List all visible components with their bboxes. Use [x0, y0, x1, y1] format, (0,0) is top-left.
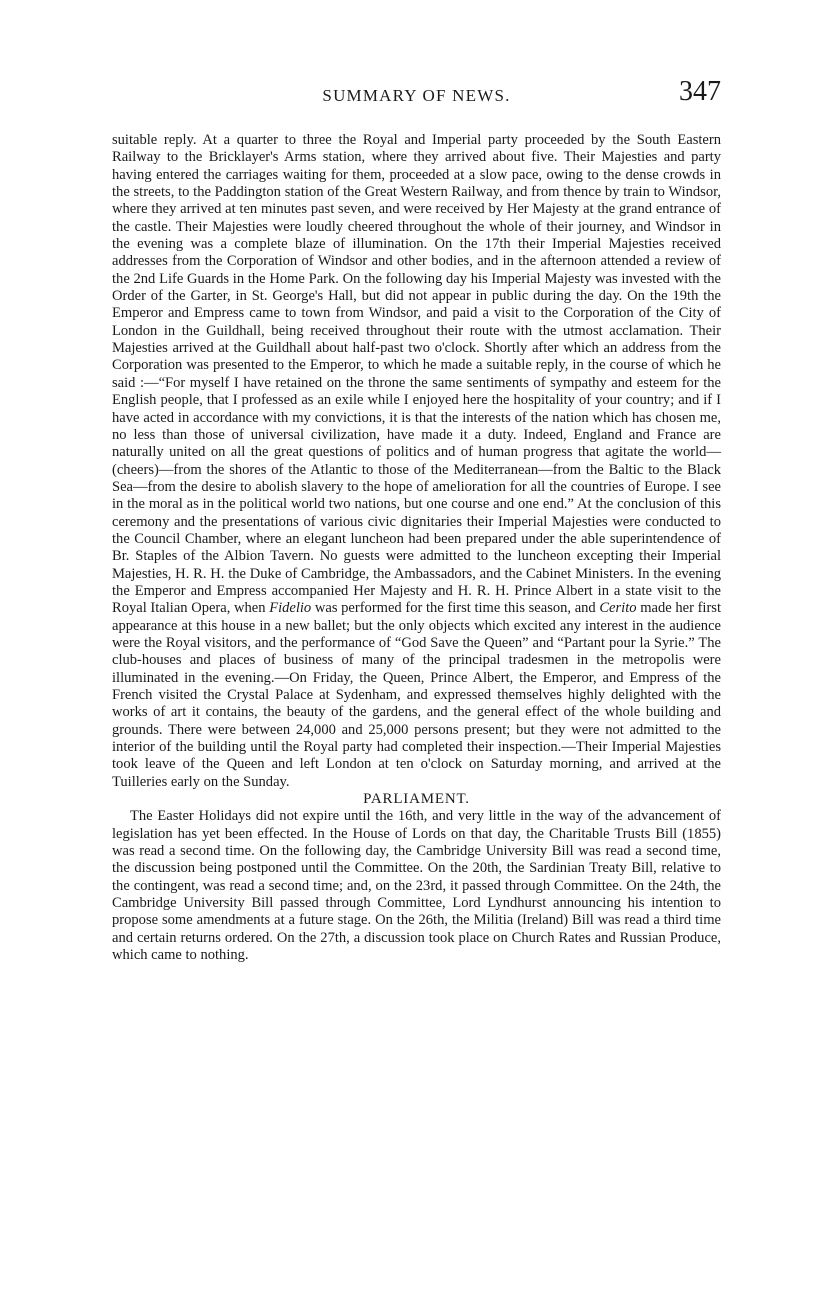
paragraph-text: suitable reply. At a quarter to three the Royal and Imperial party proceeded by the South Eastern Railway to the Bricklayer's Arms station, where they arrived about five. Their Majesties and party having entered the carriages waiting for them, proceeded at a slow pace, owing to the dense crowds in the streets, to the Paddington station of the Great Western Railway, and from thence by train to Windsor, where they arrived at ten minutes past seven, and were received by Her Majesty at the grand entrance of the castle. Their Majesties were loudly cheered throughout the whole of their journey, and Windsor in the evening was a complete blaze of illumination. On the 17th their Imperial Majesties received addresses from the Corporation of Windsor and other bodies, and in the afternoon attended a review of the 2nd Life Guards in the Home Park. On the following day his Imperial Majesty was invested with the Order of the Garter, in St. George's Hall, but did not appear in public during the day. On the 19th the Emperor and Empress came to town from Windsor, and paid a visit to the Corporation of the City of London in the Guildhall, being received throughout their route with the utmost acclamation. Their Majesties arrived at the Guildhall about half-past two o'clock. Shortly after which an address from the Corporation was presented to the Emperor, to which he made a suitable reply, in the course of which he said :—“For myself I have retained on the throne the same sentiments of sympathy and esteem for the English people, that I professed as an exile while I enjoyed here the hospitality of your country; and if I have acted in accordance with my convictions, it is that the interests of the nation which has chosen me, no less than those of universal civilization, have made it a duty. Indeed, England and France are naturally united on all the great questions of politics and of human progress that agitate the world—(cheers)—from the shores of the Atlantic to those of the Mediterranean—from the Baltic to the Black Sea—from the desire to abolish slavery to the hope of amelioration for all the countries of Europe. I see in the moral as in the political world two nations, but one course and one end.” At the conclusion of this ceremony and the presentations of various civic dignitaries their Imperial Majesties were conducted to the Council Chamber, where an elegant luncheon had been prepared under the able superintendence of Br. Staples of the Albion Tavern. No guests were admitted to the luncheon excepting their Imperial Majesties, H. R. H. the Duke of Cambridge, the Ambassadors, and the Cabinet Ministers. In the evening the Emperor and Empress accompanied Her Majesty and H. R. H. Prince Albert in a state visit to the Royal Italian Opera, when: [112, 132, 721, 617]
parliament-paragraph: The Easter Holidays did not expire until the 16th, and very little in the way of the advancement of legislation has yet been effected. In the House of Lords on that day, the Charitable Trusts Bill (1855) was read a second time. On the following day, the Cambridge University Bill was read a second time, the discussion being postponed until the Committee. On the 20th, the Sardinian Treaty Bill, relative to the contingent, was read a second time; and, on the 23rd, it passed through Committee. On the 24th, the Cambridge University Bill passed through Committee, Lord Lyndhurst announcing his intention to propose some amendments at a future stage. On the 26th, the Militia (Ireland) Bill was read a third time and certain returns ordered. On the 27th, a discussion took place on Church Rates and Russian Produce, which came to nothing.: [112, 808, 721, 964]
running-head: [112, 76, 721, 116]
page-number: 347: [679, 76, 721, 107]
dancer-name: Cerito: [599, 600, 637, 617]
news-paragraph: [112, 132, 721, 791]
body-text: [112, 132, 721, 965]
running-title: SUMMARY OF NEWS.: [322, 86, 511, 105]
paragraph-text: was performed for the first time this season, and: [314, 600, 596, 617]
opera-title: Fidelio: [269, 600, 312, 617]
paragraph-text: made her first appearance at this house in a new ballet; but the only objects which excited any interest in the audience were the Royal visitors, and the performance of “God Save the Queen” and “Partant pour la Syrie.” The club-houses and places of business of many of the principal tradesmen in the metropolis were illuminated in the evening.—On Friday, the Queen, Prince Albert, the Emperor, and Empress of the French visited the Crystal Palace at Sydenham, and expressed themselves highly delighted with the works of art it contains, the beauty of the gardens, and the general effect of the whole building and grounds. There were between 24,000 and 25,000 persons present; but they were not admitted to the interior of the building until the Royal party had completed their inspection.—Their Imperial Majesties took leave of the Queen and left London at ten o'clock on Saturday morning, and arrived at the Tuilleries early on the Sunday.: [112, 600, 722, 790]
section-heading: PARLIAMENT.: [363, 791, 470, 808]
